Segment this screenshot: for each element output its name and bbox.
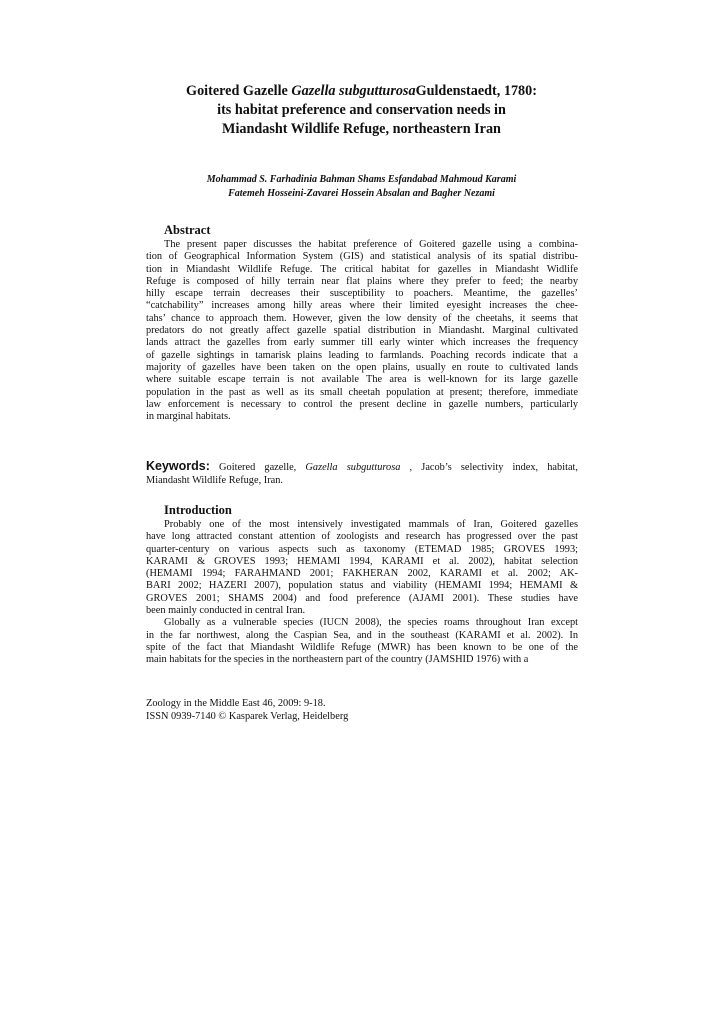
text-line: tahs’ chance to approach them. However, given the low density of the cheetahs, it seems that <box>146 312 578 324</box>
journal-citation: Zoology in the Middle East 46, 2009: 9-18. <box>146 698 326 709</box>
text-line: law enforcement is necessary to control the present decline in gazelle numbers, particularly <box>146 398 578 410</box>
text-line: spite of the fact that Miandasht Wildlife Refuge (MWR) has been known to be one of the <box>146 641 578 653</box>
title-species-name: Gazella subgutturosa <box>291 83 416 99</box>
text-line: “catchability” increases among hilly areas where their limited eyesight increases the chee- <box>146 300 578 312</box>
abstract-heading: Abstract <box>164 223 211 237</box>
text-line: been mainly conducted in central Iran. <box>146 605 306 617</box>
text-line: Globally as a vulnerable species (IUCN 2008), the species roams throughout Iran except <box>164 617 578 629</box>
introduction-heading: Introduction <box>164 503 232 517</box>
title-line-2: its habitat preference and conservation needs in <box>217 102 506 118</box>
text-line: predators do not greatly affect gazelle spatial distribution in Miandasht. Marginal cultivated <box>146 325 578 337</box>
author-line-1: Mohammad S. Farhadinia Bahman Shams Esfandabad Mahmoud Karami <box>206 174 517 185</box>
text-line: (HEMAMI 1994; FARAHMAND 2001; FAKHERAN 2002, KARAMI et al. 2002; AK- <box>146 568 578 580</box>
text-line: lands attract the gazelles from early summer till early winter which increases the frequency <box>146 337 578 349</box>
keywords-label: Keywords: <box>146 459 210 473</box>
text-line: have long attracted constant attention of zoologists and research has progressed over the past <box>146 531 578 543</box>
abstract-body <box>146 239 578 423</box>
text-line: GROVES 2001; SHAMS 2004) and food preference (AJAMI 2001). These studies have <box>146 592 578 604</box>
author-list <box>140 173 583 201</box>
text-line: The present paper discusses the habitat preference of Goitered gazelle using a combina- <box>164 239 578 250</box>
text-line: quarter-century on various aspects such as taxonomy (ETEMAD 1985; GROVES 1993; <box>146 543 578 555</box>
text-line: hilly escape terrain decreases their susceptibility to poachers. Meantime, the gazelles’ <box>146 288 578 300</box>
text-line: Probably one of the most intensively investigated mammals of Iran, Goitered gazelles <box>164 519 578 530</box>
journal-footer <box>146 697 348 723</box>
keywords <box>146 460 578 487</box>
text-line: in the far northwest, along the Caspian Sea, and in the southeast (KARAMI et al. 2002). In <box>146 629 578 641</box>
text-line: of gazelle sightings in tamarisk plains leading to farmlands. Poaching records indicate that a <box>146 349 578 361</box>
text-line: in marginal habitats. <box>146 411 231 423</box>
text-line: where suitable escape terrain is not available The area is well-known for its large gazelle <box>146 374 578 386</box>
issn-line: ISSN 0939-7140 © Kasparek Verlag, Heidelberg <box>146 711 349 722</box>
text-line: tion of Geographical Information System (GIS) and statistical analysis of its spatial distribu- <box>146 251 578 263</box>
text-line: population in the past as well as its small cheetah population at present; therefore, immediate <box>146 386 578 398</box>
title-line-1: Goitered Gazelle Gazella subgutturosaGuldenstaedt, 1780: <box>186 83 537 99</box>
text-line: majority of gazelles have been taken on the open plains, usually en route to cultivated lands <box>146 361 578 373</box>
text-line: main habitats for the species in the northeastern part of the country (JAMSHID 1976) with a <box>146 654 529 666</box>
text-line: KARAMI & GROVES 1993; HEMAMI 1994, KARAMI et al. 2002), habitat selection <box>146 555 578 567</box>
keywords-line-2: Miandasht Wildlife Refuge, Iran. <box>146 475 283 486</box>
text-line: Refuge is composed of hilly terrain near flat plains where they prefer to feed; the nearby <box>146 275 578 287</box>
text-line: tion in Miandasht Wildlife Refuge. The critical habitat for gazelles in Miandasht Widlife <box>146 263 578 275</box>
author-line-2: Fatemeh Hosseini-Zavarei Hossein Absalan and Bagher Nezami <box>228 188 495 199</box>
keywords-line-1: Keywords: Goitered gazelle, Gazella subgutturosa , Jacob’s selectivity index, habitat, <box>146 459 578 473</box>
title-line-3: Miandasht Wildlife Refuge, northeastern Iran <box>222 121 501 137</box>
text-line: BARI 2002; HAZERI 2007), population status and viability (HEMAMI 1994; HEMAMI & <box>146 580 578 592</box>
introduction-body <box>146 519 578 667</box>
paper-title <box>140 82 583 139</box>
